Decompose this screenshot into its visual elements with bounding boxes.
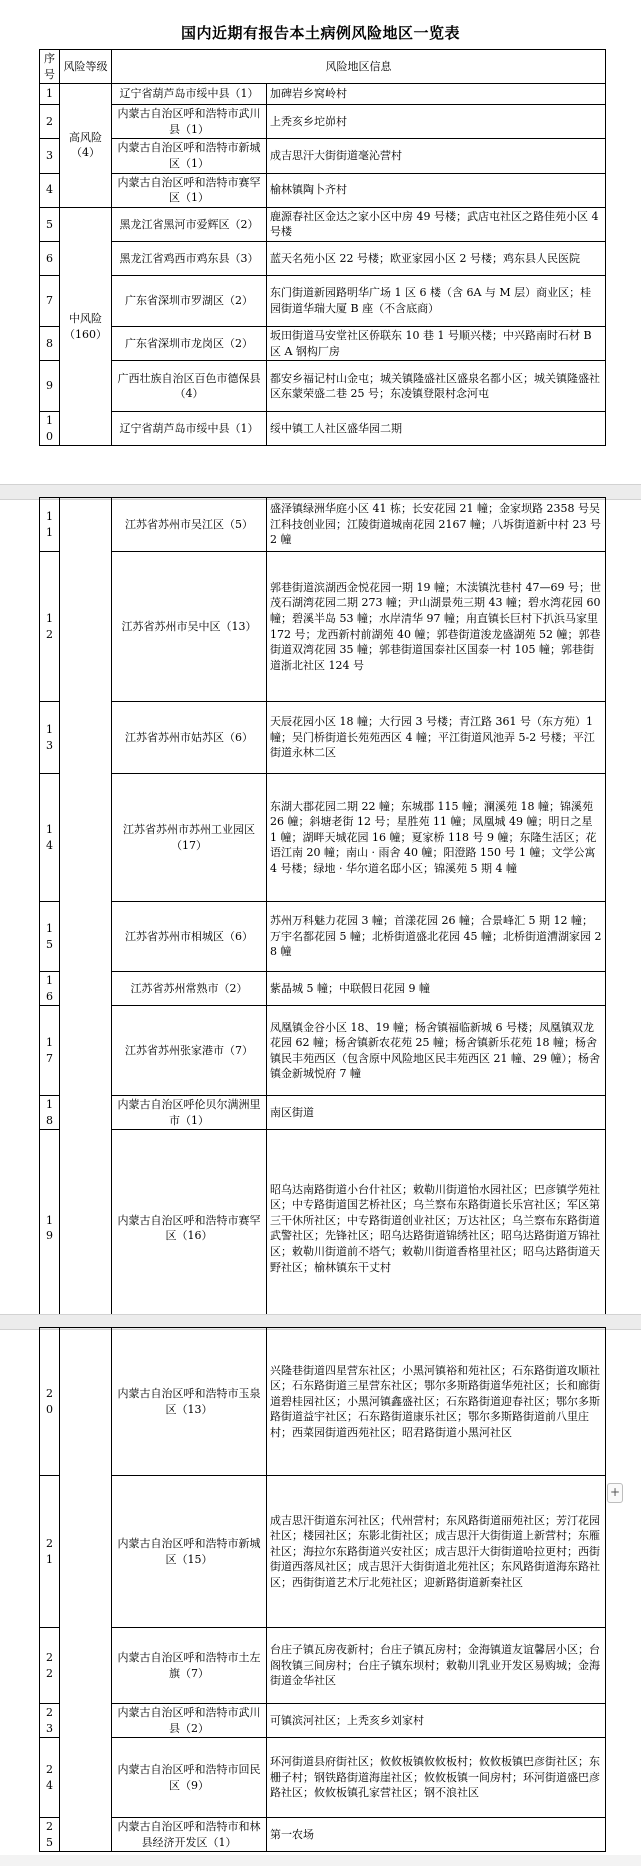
row-area: 江苏省苏州市苏州工业园区（17） (112, 774, 267, 902)
table-row (40, 84, 606, 105)
row-number: 16 (40, 972, 60, 1006)
table-row (40, 412, 606, 446)
risk-table-section-1 (39, 49, 606, 446)
row-number: 19 (40, 1130, 60, 1327)
row-number: 17 (40, 1006, 60, 1096)
row-number: 22 (40, 1628, 60, 1704)
row-number: 10 (40, 412, 60, 446)
row-locations: 坂田街道马安堂社区侨联东 10 巷 1 号顺兴楼；中兴路南时石材 B 区 A 钢构厂房 (267, 326, 606, 360)
row-locations: 紫晶城 5 幢；中联假日花园 9 幢 (267, 972, 606, 1006)
row-locations: 兴隆巷街道四星营东社区；小黑河镇裕和苑社区；石东路街道攻顺社区；石东路街道三星营东社区；鄂尔多斯路街道华苑社区；长和廊街道碧桂园社区；小黑河镇鑫盛社区；石东路街道迎春社区；鄂尔多斯路街道益宇社区；石东路街道康乐社区；鄂尔多斯路街道前八里庄村；西菜园街道西苑社区；昭君路街道小黑河社区 (267, 1328, 606, 1476)
row-area: 内蒙古自治区呼和浩特市和林县经济开发区（1） (112, 1818, 267, 1852)
add-tool-button[interactable]: + (607, 1483, 623, 1503)
row-number: 7 (40, 275, 60, 326)
row-area: 内蒙古自治区呼伦贝尔满洲里市（1） (112, 1096, 267, 1130)
table-row (40, 241, 606, 275)
row-area: 黑龙江省鸡西市鸡东县（3） (112, 241, 267, 275)
row-number: 5 (40, 207, 60, 241)
row-area: 江苏省苏州张家港市（7） (112, 1006, 267, 1096)
bottom-edge (0, 1855, 641, 1866)
table-row (40, 275, 606, 326)
row-area: 黑龙江省黑河市爱辉区（2） (112, 207, 267, 241)
table-row (40, 498, 606, 552)
row-area: 辽宁省葫芦岛市绥中县（1） (112, 412, 267, 446)
row-number: 14 (40, 774, 60, 902)
row-number: 8 (40, 326, 60, 360)
row-locations: 凤凰镇金谷小区 18、19 幢；杨舍镇福临新城 6 号楼；凤凰镇双龙花园 62 幢；杨舍镇新农花苑 25 幢；杨舍镇新乐花苑 18 幢；杨舍镇民丰苑西区（包含原中风险地区民丰苑西区 21 幢、29 幢）；杨舍镇金新城悦府 7 幢 (267, 1006, 606, 1096)
row-number: 20 (40, 1328, 60, 1476)
row-area: 内蒙古自治区呼和浩特市赛罕区（1） (112, 173, 267, 207)
table-row (40, 1096, 606, 1130)
row-locations: 东门街道新园路明华广场 1 区 6 楼（含 6A 与 M 层）商业区；桂园街道华瑞大厦 B 座（不含底商） (267, 275, 606, 326)
row-locations: 郭巷街道滨湖西金悦花园一期 19 幢；木渎镇沈巷村 47—69 号；世茂石湖湾花园二期 273 幢；尹山湖景苑三期 43 幢；碧水湾花园 60 幢；碧溪半岛 53 幢；水岸清华 97 幢；甪直镇长巨村下扒浜马家里 172 号；龙西新村前湖苑 40 幢；郭巷街道浚龙盛湖苑 52 幢；郭巷街道双湾花园 35 幢；郭巷街道国泰社区国泰一村 105 幢；郭巷街道浙北社区 124 号 (267, 552, 606, 702)
row-locations: 成吉思汗大街街道毫沁营村 (267, 139, 606, 173)
row-locations: 南区街道 (267, 1096, 606, 1130)
table-row (40, 207, 606, 241)
table-row (40, 1628, 606, 1704)
row-area: 内蒙古自治区呼和浩特市赛罕区（16） (112, 1130, 267, 1327)
row-area: 内蒙古自治区呼和浩特市武川县（1） (112, 105, 267, 139)
table-row (40, 1006, 606, 1096)
row-area: 广东省深圳市罗湖区（2） (112, 275, 267, 326)
row-area: 内蒙古自治区呼和浩特市回民区（9） (112, 1738, 267, 1818)
row-area: 江苏省苏州市吴中区（13） (112, 552, 267, 702)
header-seq: 序号 (40, 50, 60, 84)
row-number: 11 (40, 498, 60, 552)
row-area: 内蒙古自治区呼和浩特市武川县（2） (112, 1704, 267, 1738)
row-area: 江苏省苏州市相城区（6） (112, 902, 267, 972)
table-row (40, 702, 606, 774)
row-locations: 苏州万科魅力花园 3 幢；首漾花园 26 幢；合景峰汇 5 期 12 幢；万宇名都花园 5 幢；北桥街道盛北花园 45 幢；北桥街道漕湖家园 28 幢 (267, 902, 606, 972)
row-locations: 都安乡福记村山金屯；城关镇隆盛社区盛泉名都小区；城关镇隆盛社区东蒙荣盛二巷 25 号；东凌镇登限村念河屯 (267, 361, 606, 412)
table-row (40, 326, 606, 360)
row-locations: 上秃亥乡坨峁村 (267, 105, 606, 139)
row-locations: 天辰花园小区 18 幢；大行园 3 号楼；青江路 361 号（东方苑）1 幢；吴门桥街道长苑苑西区 4 幢；平江街道风池弄 5-2 号楼；平江街道永林二区 (267, 702, 606, 774)
row-area: 广西壮族自治区百色市德保县（4） (112, 361, 267, 412)
row-area: 江苏省苏州常熟市（2） (112, 972, 267, 1006)
risk-table-section-2 (39, 497, 606, 1327)
row-locations: 环河街道县府街社区；攸攸板镇攸攸板村；攸攸板镇巴彦街社区；东栅子村；钢铁路街道海崖社区；攸攸板镇一间房村；环河街道盛巴彦路社区；攸攸板镇孔家营社区；钢不浪社区 (267, 1738, 606, 1818)
row-number: 3 (40, 139, 60, 173)
row-locations: 蓝天名苑小区 22 号楼；欧亚家园小区 2 号楼；鸡东县人民医院 (267, 241, 606, 275)
table-row (40, 902, 606, 972)
row-number: 18 (40, 1096, 60, 1130)
row-area: 江苏省苏州市姑苏区（6） (112, 702, 267, 774)
row-locations: 东湖大郡花园二期 22 幢；东城郡 115 幢；澜溪苑 18 幢；锦溪苑 26 幢；斜塘老街 12 号；星胜苑 11 幢；凤凰城 49 幢；明日之星 1 幢；湖畔天城花园 16 幢；夏家桥 118 号 9 幢；东隆生活区；花语江南 20 幢；南山 · 雨舍 40 幢；阳澄路 150 号 1 幢；文学公寓 4 号楼；绿地 · 华尔道名邸小区；锦溪苑 5 期 4 幢 (267, 774, 606, 902)
row-number: 23 (40, 1704, 60, 1738)
table-row (40, 1130, 606, 1327)
row-locations: 可镇滨河社区；上秃亥乡刘家村 (267, 1704, 606, 1738)
row-locations: 第一农场 (267, 1818, 606, 1852)
row-area: 辽宁省葫芦岛市绥中县（1） (112, 84, 267, 105)
table-row (40, 1328, 606, 1476)
row-number: 2 (40, 105, 60, 139)
table-row (40, 1476, 606, 1628)
row-locations: 加碑岩乡窝岭村 (267, 84, 606, 105)
table-row (40, 1818, 606, 1852)
row-area: 江苏省苏州市吴江区（5） (112, 498, 267, 552)
table-row (40, 972, 606, 1006)
row-number: 12 (40, 552, 60, 702)
row-number: 6 (40, 241, 60, 275)
table-row (40, 139, 606, 173)
row-area: 广东省深圳市龙岗区（2） (112, 326, 267, 360)
row-number: 25 (40, 1818, 60, 1852)
row-locations: 盛泽镇绿洲华庭小区 41 栋；长安花园 21 幢；金家坝路 2358 号吴江科技创业园；江陵街道城南花园 2167 幢；八坼街道新中村 23 号 2 幢 (267, 498, 606, 552)
table-row (40, 1738, 606, 1818)
row-locations: 绥中镇工人社区盛华园二期 (267, 412, 606, 446)
row-number: 21 (40, 1476, 60, 1628)
row-number: 9 (40, 361, 60, 412)
level-blank (60, 498, 112, 1327)
row-number: 13 (40, 702, 60, 774)
row-locations: 台庄子镇瓦房夜新村；台庄子镇瓦房村；金海镇道友谊馨居小区；台阁牧镇三间房村；台庄子镇东坝村；敕勒川乳业开发区易购城；金海街道金华社区 (267, 1628, 606, 1704)
risk-table-section-3 (39, 1327, 606, 1852)
level-blank (60, 1328, 112, 1852)
row-area: 内蒙古自治区呼和浩特市土左旗（7） (112, 1628, 267, 1704)
row-area: 内蒙古自治区呼和浩特市玉泉区（13） (112, 1328, 267, 1476)
table-row (40, 105, 606, 139)
table-row (40, 173, 606, 207)
header-level: 风险等级 (60, 50, 112, 84)
table-row (40, 1704, 606, 1738)
row-number: 24 (40, 1738, 60, 1818)
row-locations: 鹿源春社区金达之家小区中房 49 号楼；武店屯社区之路佳苑小区 4 号楼 (267, 207, 606, 241)
row-locations: 昭乌达南路街道小台什社区；敕勒川街道怡水园社区；巴彦镇学苑社区；中专路街道国艺桥社区；乌兰察布东路街道长乐宫社区；军区第三干休所社区；中专路街道创业社区；万达社区；乌兰察布东路街道武警社区；先锋社区；昭乌达路街道锦绣社区；昭乌达路街道万锦社区；敕勒川街道前不塔气；敕勒川街道香格里社区；昭乌达路街道天野社区；榆林镇东干丈村 (267, 1130, 606, 1327)
row-area: 内蒙古自治区呼和浩特市新城区（15） (112, 1476, 267, 1628)
row-locations: 榆林镇陶卜齐村 (267, 173, 606, 207)
table-row (40, 552, 606, 702)
row-number: 1 (40, 84, 60, 105)
header-region: 风险地区信息 (112, 50, 606, 84)
row-locations: 成吉思汗街道东河社区；代州营村；东风路街道丽苑社区；芳汀花园社区；楼园社区；东影北街社区；成吉思汗大街街道上新营村；东雁社区；海拉尔东路街道兴安社区；成吉思汗大街街道哈拉更村；西街街道西落凤社区；成吉思汗大街街道北苑社区；东风路街道海东路社区；西街街道艺术厅北苑社区；迎新路街道新秦社区 (267, 1476, 606, 1628)
page-title: 国内近期有报告本土病例风险地区一览表 (180, 24, 460, 42)
table-header-row (40, 50, 606, 84)
row-number: 15 (40, 902, 60, 972)
row-number: 4 (40, 173, 60, 207)
level-medium: 中风险（160） (60, 207, 112, 446)
table-row (40, 774, 606, 902)
table-row (40, 361, 606, 412)
level-high: 高风险（4） (60, 84, 112, 208)
row-area: 内蒙古自治区呼和浩特市新城区（1） (112, 139, 267, 173)
